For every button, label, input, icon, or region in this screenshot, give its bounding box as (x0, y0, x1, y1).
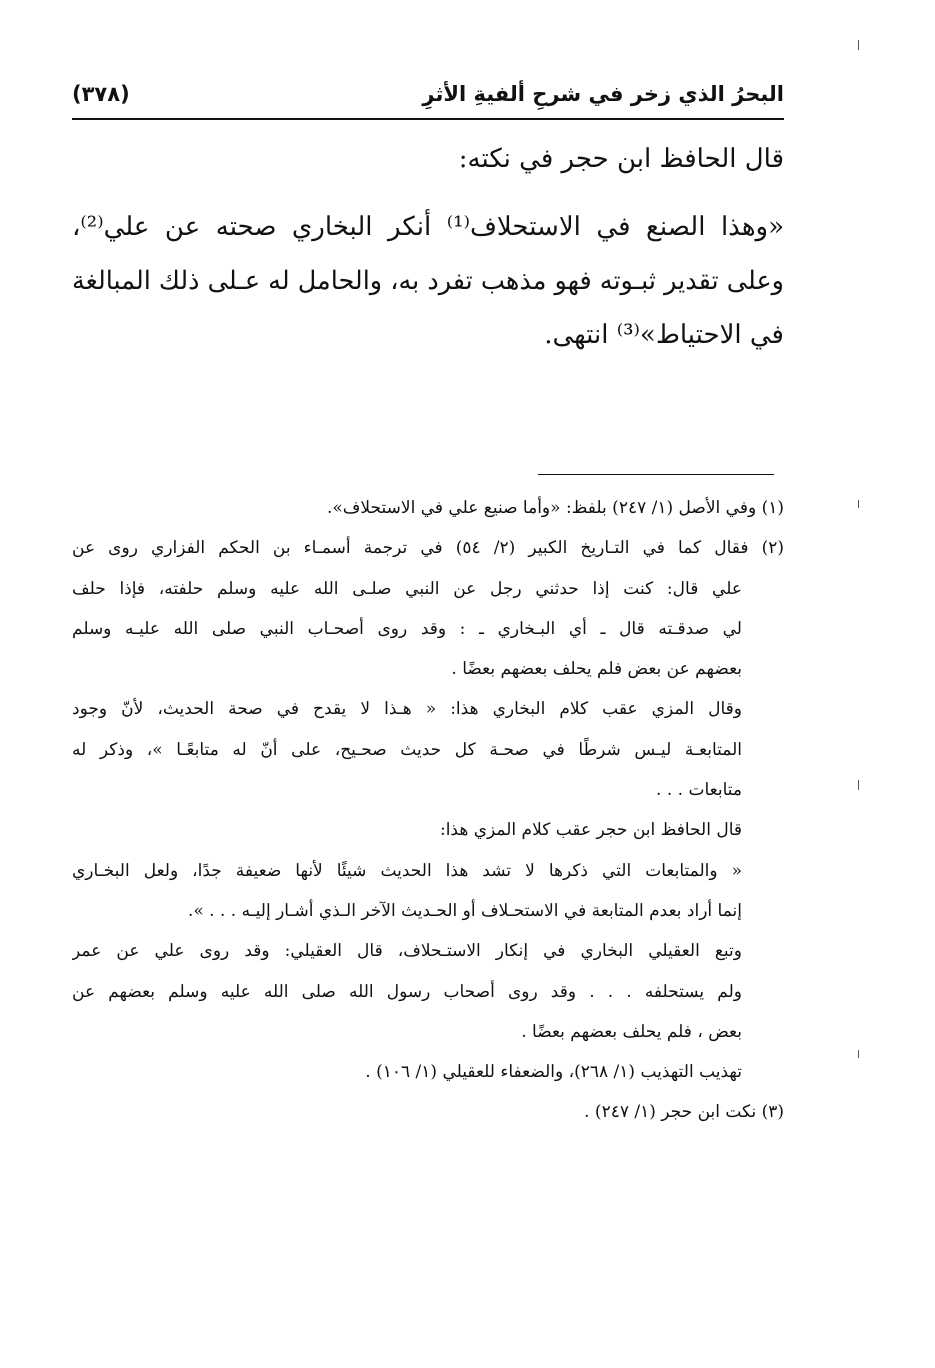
footnote-separator (538, 474, 774, 475)
header-rule (72, 118, 784, 120)
footnote-1: (١) وفي الأصل (١/ ٢٤٧) بلفظ: «وأما صنيع علي في الاستحلاف». (326, 498, 784, 518)
footnote-2-line: « والمتابعات التي ذكرها لا تشد هذا الحديث شيئًا لأنها ضعيفة جدًا، ولعل البخـاري (72, 860, 742, 881)
footnote-2-line: وقال المزي عقب كلام البخاري هذا: « هـذا لا يقدح في صحة الحديث، لأنّ وجود (72, 699, 742, 720)
footnote-2-line: ولم يستحلفه . . . وقد روى أصحاب رسول الله صلى الله عليه وسلم بعضهم عن (72, 981, 742, 1002)
footnote-2-line: بعضهم عن بعض فلم يحلف بعضهم بعضًا . (451, 659, 742, 680)
main-text (72, 132, 784, 362)
footnote-2-line: تهذيب التهذيب (١/ ٢٦٨)، والضعفاء للعقيلي (١/ ١٠٦) . (365, 1062, 742, 1083)
scan-mark (858, 780, 859, 790)
main-line-2: «وهذا الصنع في الاستحلاف⁽¹⁾ أنكر البخاري صحته عن علي⁽²⁾، (72, 212, 784, 242)
footnotes (72, 488, 784, 1133)
footnote-2-line: لي صدقـته قال ـ أي البـخاري ـ : وقد روى أصحـاب النبي صلى الله عليـه وسلم (72, 618, 742, 639)
page-header (72, 72, 784, 116)
scan-mark (858, 500, 859, 508)
footnote-2-line: إنما أراد بعدم المتابعة في الاستحـلاف أو الحـديث الآخر الـذي أشـار إليـه . . . ». (187, 900, 742, 921)
footnote-2-line: علي قال: كنت إذا حدثني رجل عن النبي صلـى الله عليه وسلم حلفته، فإذا حلف (72, 578, 742, 599)
footnote-2-line: وتبع العقيلي البخاري في إنكار الاستـحلاف، قال العقيلي: وقد روى علي عن عمر (72, 941, 742, 962)
scan-mark (858, 40, 859, 50)
page-number: (٣٧٨) (72, 82, 130, 106)
main-line-1: قال الحافظ ابن حجر في نكته: (458, 144, 784, 174)
footnote-2-line: قال الحافظ ابن حجر عقب كلام المزي هذا: (439, 820, 742, 841)
main-line-4: في الاحتياط»⁽³⁾ انتهى. (544, 320, 784, 350)
footnote-3: (٣) نكت ابن حجر (١/ ٢٤٧) . (584, 1102, 784, 1123)
scan-mark (858, 1050, 859, 1058)
footnote-2-line: المتابعـة ليـس شرطًا في صحـة كل حديث صحـيح، على أنّ له متابعًـا »، وذكر له (72, 739, 742, 760)
footnote-2-line: متابعات . . . (656, 780, 742, 801)
footnote-2-line: (٢) فقال كما في التـاريخ الكبير (٢/ ٥٤) في ترجمة أسمـاء بن الحكم الفزاري روى عن (72, 538, 784, 559)
main-line-3: وعلى تقدير ثبـوته فهو مذهب تفرد به، والحامل له عـلى ذلك المبالغة (72, 266, 784, 296)
running-title: البحرُ الذي زخر في شرحِ ألفيةِ الأثرِ (422, 82, 784, 106)
footnote-2-line: بعض ، فلم يحلف بعضهم بعضًا . (521, 1021, 742, 1042)
